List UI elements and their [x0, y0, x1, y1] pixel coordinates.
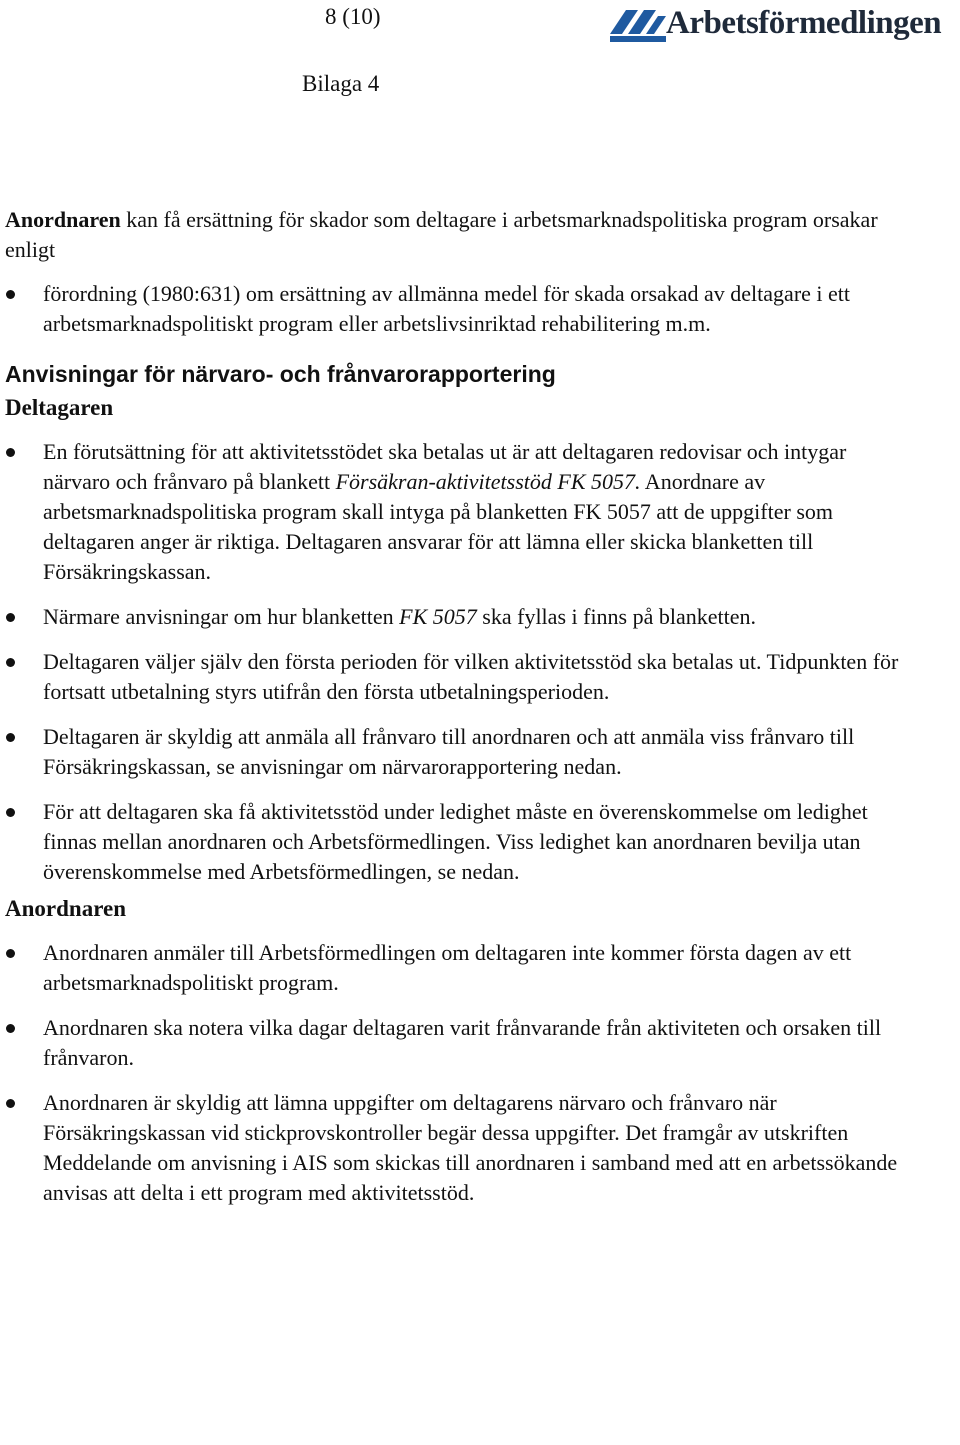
logo-text: Arbetsförmedlingen — [666, 5, 942, 41]
list-item-text: ska fyllas i finns på blanketten. — [476, 604, 757, 629]
list-item-text: En förutsättning för att aktivitetsstödet ska betalas ut är att deltagaren redovisar och intygar närvaro och frånvaro på blankett — [43, 439, 847, 494]
participant-heading: Deltagaren — [5, 395, 114, 420]
intro-bullet-list — [5, 279, 905, 339]
list-item: Deltagaren väljer själv den första perioden för vilken aktivitetsstöd ska betalas ut. Tidpunkten för fortsatt utbetalning styrs utifrån den första utbetalningsperioden. — [5, 647, 905, 707]
intro-paragraph — [5, 205, 905, 265]
list-item — [5, 437, 905, 587]
intro-lead: Anordnaren — [5, 207, 121, 232]
intro-rest: kan få ersättning för skador som deltagare i arbetsmarknadspolitiska program orsakar enligt — [5, 207, 878, 262]
arbetsformedlingen-logo — [608, 4, 960, 52]
list-item: För att deltagaren ska få aktivitetsstöd under ledighet måste en överenskommelse om ledighet finnas mellan anordnaren och Arbetsförmedlingen. Viss ledighet kan anordnaren bevilja utan överenskommelse med Arbetsförmedlingen, se nedan. — [5, 797, 905, 887]
list-item — [5, 602, 905, 632]
organizer-heading: Anordnaren — [5, 896, 126, 921]
document-body — [5, 205, 905, 1223]
appendix-label: Bilaga 4 — [302, 71, 380, 96]
section-heading: Anvisningar för närvaro- och frånvarorapportering — [5, 361, 556, 387]
list-item-text: Anordnare av arbetsmarknadspolitiska program skall intyga på blanketten FK 5057 att de uppgifter som deltagaren anger är riktiga. Deltagaren ansvarar för att lämna eller skicka blanketten till Försäkringskassan. — [43, 469, 833, 584]
form-reference: Försäkran-aktivitetsstöd FK 5057. — [335, 469, 641, 494]
list-item: förordning (1980:631) om ersättning av allmänna medel för skada orsakad av deltagare i ett arbetsmarknadspolitiskt program eller arbetslivsinriktad rehabilitering m.m. — [5, 279, 905, 339]
list-item: Anordnaren ska notera vilka dagar deltagaren varit frånvarande från aktiviteten och orsaken till frånvaron. — [5, 1013, 905, 1073]
page-number: 8 (10) — [325, 4, 381, 29]
list-item: Anordnaren anmäler till Arbetsförmedlingen om deltagaren inte kommer första dagen av ett arbetsmarknadspolitiskt program. — [5, 938, 905, 998]
logo-mark-icon — [608, 4, 668, 46]
list-item: Deltagaren är skyldig att anmäla all frånvaro till anordnaren och att anmäla viss frånvaro till Försäkringskassan, se anvisningar om närvarorapportering nedan. — [5, 722, 905, 782]
list-item: Anordnaren är skyldig att lämna uppgifter om deltagarens närvaro och frånvaro när Försäkringskassan vid stickprovskontroller begär dessa uppgifter. Det framgår av utskriften Meddelande om anvisning i AIS som skickas till anordnaren i samband med att en arbetssökande anvisas att delta i ett program med aktivitetsstöd. — [5, 1088, 905, 1208]
organizer-bullet-list — [5, 938, 905, 1208]
form-reference: FK 5057 — [399, 604, 477, 629]
list-item-text: Närmare anvisningar om hur blanketten — [43, 604, 400, 629]
participant-bullet-list — [5, 437, 905, 887]
